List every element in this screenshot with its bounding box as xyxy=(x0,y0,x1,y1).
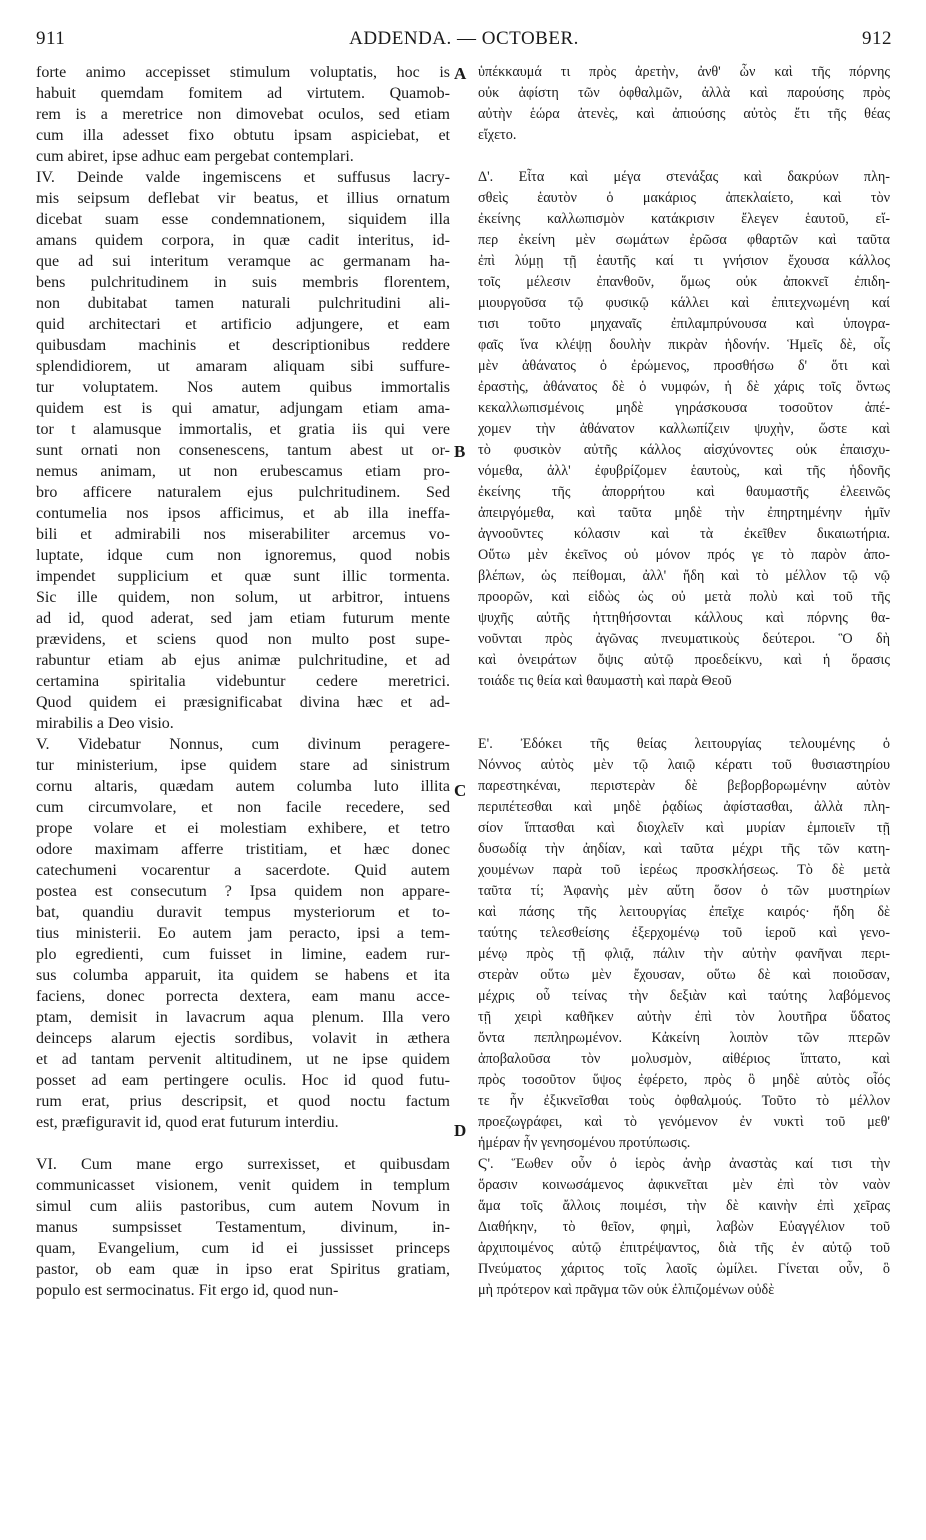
text-line: τῇ χειρὶ καθῆκεν αὐτὴν ἐπὶ τὸν λουτῆρα ὕδατος xyxy=(478,1009,890,1025)
text-line: et ad tantam pervenit altitudinem, ut ne ipse quidem xyxy=(36,1051,450,1068)
text-line: tius ministerii. Eo autem jam peracto, ipsi a tem- xyxy=(36,925,450,942)
text-line: impendet supplicium et quæ sunt illic tormenta. xyxy=(36,568,450,585)
text-line: ὄντα πεπληρωμένον. Κἀκείνη λοιπὸν τῶν πτερῶν xyxy=(478,1030,890,1046)
text-line: tur ministerium, ipse quidem stare ad sinistrum xyxy=(36,757,450,774)
text-line: bat, quandiu duravit tempus mysteriorum et to- xyxy=(36,904,450,921)
text-line: splendidiorem, ut amaram aliquam sibi suffure- xyxy=(36,358,450,375)
latin-paragraph-5-v xyxy=(36,734,450,1133)
text-line: μὴ πρότερον καὶ πρᾶγμα τῶν οὐκ ἐλπιζομένων οὐδὲ xyxy=(478,1282,775,1298)
text-line: communicasset visionem, venit quidem in templum xyxy=(36,1177,450,1194)
text-line: Ε'. Ἐδόκει τῆς θείας λειτουργίας τελουμένης ὁ xyxy=(478,736,890,752)
section-gap xyxy=(478,146,890,167)
text-line: μιουργοῦσα τῷ φυσικῷ κάλλει καὶ ἐπιτεχνωμένη καί xyxy=(478,295,890,311)
text-line: sus columba apparuit, ita quidem se habens et ita xyxy=(36,967,450,984)
text-line: catechumeni vocarentur a sacerdote. Quid autem xyxy=(36,862,450,879)
text-line: prævidens, et sciens quod non multo post supe- xyxy=(36,631,450,648)
text-line: τισι τοῦτο μηχαναῖς ἐπιλαμπρύνουσα καὶ ὑπογρα- xyxy=(478,316,890,332)
text-line: μέχρις οὗ τείνας τὴν δεξιὰν καὶ ταύτης λαβόμενος xyxy=(478,988,890,1004)
text-line: amans quidem corpora, in quæ cadit interitus, id- xyxy=(36,232,450,249)
text-line: non dubitabat tamen naturali pulchritudini ali- xyxy=(36,295,450,312)
text-line: populo est sermocinatus. Fit ergo id, quod nun- xyxy=(36,1282,339,1299)
text-line: sunt ornati non consenescens, tantum abest ut or- xyxy=(36,442,450,459)
text-line: τε ἦν ἐξικνεῖσθαι τοὺς ὀφθαλμούς. Τοῦτο τὸ μέλλον xyxy=(478,1093,890,1109)
text-line: tor t alamusque immortalis, et gratia iis qui vere xyxy=(36,421,450,438)
text-line: Πνεύματος χάριτος τοῖς λαοῖς ὡμίλει. Γίνεται οὖν, ὃ xyxy=(478,1261,890,1277)
text-line: εἴχετο. xyxy=(478,127,517,143)
text-line: dicebat suam esse condemnationem, siquidem illa xyxy=(36,211,450,228)
margin-letter-a: A xyxy=(454,64,467,83)
text-line: quid architectari et artificio adjungere, et eam xyxy=(36,316,450,333)
text-line: Οὕτω μὲν ἐκεῖνος οὐ μόνον πρός γε τὸ παρὸν ἀπο- xyxy=(478,547,890,563)
text-line: odore maximam afferre tristitiam, et hæc donec xyxy=(36,841,450,858)
text-line: πρὸς τοσοῦτον ὕψος ἐφέρετο, πρὸς ὃ μηδὲ αὐτὸς οἷός xyxy=(478,1072,890,1088)
text-line: bens pulchritudinem in suis membris florentem, xyxy=(36,274,450,291)
text-line: ταῦτα τί; Ἀφανὴς μὲν αὕτη ὅσον ὁ τῶν μυστηρίων xyxy=(478,883,890,899)
text-line: V. Videbatur Nonnus, cum divinum peragere- xyxy=(36,736,450,753)
section-gap xyxy=(478,692,890,734)
text-line: simul cum aliis pastoribus, cum autem Novum in xyxy=(36,1198,450,1215)
text-line: καὶ πάσης τῆς λειτουργίας ἐπεῖχε καιρός· ἤδη δὲ xyxy=(478,904,890,920)
margin-letter-b: B xyxy=(454,442,466,461)
text-line: ἐκείνης τῆς ἀπορρήτου καὶ θαυμαστῆς ἐλεεινῶς xyxy=(478,484,890,500)
text-line: mis seipsum deflebat vir beatus, et illius ornatum xyxy=(36,190,450,207)
greek-paragraph-epsilon xyxy=(478,734,890,1154)
text-line: ψυχῆς αὐτῆς ἡττηθήσονται κάλλους καὶ πόρνης θα- xyxy=(478,610,890,626)
text-line: δυσωδίᾳ τὴν ἀηδίαν, καὶ ταῦτα μέχρι τῆς τῶν κατη- xyxy=(478,841,890,857)
text-line: Δ'. Εἶτα καὶ μέγα στενάξας καὶ δακρύων πλη- xyxy=(478,169,890,185)
text-line: ptam, demisit in lavacrum aqua plenum. Illa vero xyxy=(36,1009,450,1026)
text-line: νόμεθα, ἀλλ' ἐφυβρίζομεν ἑαυτοὺς, καὶ τῆς ἡδονῆς xyxy=(478,463,890,479)
text-line: tur voluptatem. Nos autem quibus immortalis xyxy=(36,379,450,396)
page-number-right: 912 xyxy=(862,28,892,49)
text-line: bro afficere naturalem ejus pulchritudinem. Sed xyxy=(36,484,450,501)
text-line: ἡμέραν ἦν γενησομένου προτύπωσις. xyxy=(478,1135,691,1151)
text-line: οὐκ ἀφίστη τῶν ὀφθαλμῶν, ἀλλὰ καὶ παρούσης πρὸς xyxy=(478,85,890,101)
text-line: κεκαλλωπισμένοις μηδὲ γηράσκουσα τοσοῦτον ἀπέ- xyxy=(478,400,890,416)
text-line: Quod quidem ei præsignificabat divina hæc et ad- xyxy=(36,694,450,711)
text-line: prope volare et ei molestiam exhibere, et tetro xyxy=(36,820,450,837)
text-line: pastor, ob eam quæ in ipso erat Spiritus gratiam, xyxy=(36,1261,450,1278)
text-line: contumelia nos ipsos afficimus, et ab illa ineffa- xyxy=(36,505,450,522)
latin-column xyxy=(36,62,450,1301)
text-line: faciens, donec porrecta dextera, eam manu acce- xyxy=(36,988,450,1005)
text-line: προορῶν, καὶ εἰδὼς ὡς οὐ μετὰ πολὺ καὶ τοῦ τῆς xyxy=(478,589,890,605)
text-line: βλέπων, ὡς πείθομαι, ἀλλ' ἤδη καὶ τὸ μέλλον τῷ νῷ xyxy=(478,568,890,584)
text-line: ad id, quod aderat, sed jam etiam futurum mente xyxy=(36,610,450,627)
text-line: ἀποβαλοῦσα τὸν μολυσμὸν, αἰθέριος ἵπτατο, καὶ xyxy=(478,1051,890,1067)
text-line: manus sumpsisset Testamentum, divinum, in- xyxy=(36,1219,450,1236)
greek-paragraph-stigma xyxy=(478,1154,890,1301)
text-line: rum erat, prius descripsit, et quod noctu factum xyxy=(36,1093,450,1110)
text-line: cum abiret, ipse adhuc eam pergebat contemplari. xyxy=(36,148,354,165)
text-line: ἐραστὴς, ἀθάνατος δὲ ὁ νυμφών, ἡ δὲ χάρις τοῖς ὄντως xyxy=(478,379,890,395)
greek-paragraph-delta xyxy=(478,167,890,692)
margin-letter-d: D xyxy=(454,1121,467,1140)
text-line: ἀγνοοῦντες κόλασιν καὶ τὰ ἐκεῖθεν δικαιωτήρια. xyxy=(478,526,890,542)
text-line: μὲν ἀθάνατος ὁ ἐρώμενος, προσθήσω δ' ὅτι καὶ xyxy=(478,358,890,374)
text-line: Διαθήκην, τὸ θεῖον, φημὶ, λαβὼν Εὐαγγέλιον τοῦ xyxy=(478,1219,890,1235)
latin-paragraph-4-iv xyxy=(36,167,450,734)
text-line: Sic ille quidem, non solum, ut arbitror, intuens xyxy=(36,589,450,606)
text-line: περ ἐκείνη μὲν σωμάτων ἐρῶσα φθαρτῶν καὶ ταῦτα xyxy=(478,232,890,248)
text-line: certamina spiritalia videbuntur cedere meretrici. xyxy=(36,673,450,690)
text-line: rem is a meretrice non dimovebat oculos, sed etiam xyxy=(36,106,450,123)
margin-letter-c: C xyxy=(454,781,467,800)
text-line: Νόννος αὐτὸς μὲν τῷ λαιῷ κέρατι τοῦ θυσιαστηρίου xyxy=(478,757,890,773)
text-line: forte animo accepisset stimulum voluptatis, hoc is xyxy=(36,64,450,81)
text-line: ἐκείνης καλλωπισμὸν κατάκρισιν ἔλεγεν ἑαυτοῦ, εἴ- xyxy=(478,211,890,227)
text-line: καὶ ὀνειράτων ὄψις αὐτῷ προεδείκνυ, καὶ ἡ ὅρασις xyxy=(478,652,890,668)
text-line: προεζωγράφει, καὶ τὸ γενόμενον ἐν νυκτὶ τοῦ μεθ' xyxy=(478,1114,890,1130)
text-line: Ϛ'. Ἕωθεν οὖν ὁ ἱερὸς ἀνὴρ ἀναστὰς καί τισι τὴν xyxy=(478,1156,890,1172)
text-line: postea est consecutum ? Ipsa quidem non appare- xyxy=(36,883,450,900)
text-line: σίον ἵπτασθαι καὶ διοχλεῖν καὶ μυρίαν ἐμποιεῖν τῇ xyxy=(478,820,890,836)
text-line: cum illa adesset fixo obtutu ipsam aspiciebat, et xyxy=(36,127,450,144)
text-line: τὸ φυσικὸν αὐτῆς κάλλος αἰσχύνοντες οὐκ ἐπαισχυ- xyxy=(478,442,890,458)
text-line: plo egredienti, cum fuisset in limine, eadem rur- xyxy=(36,946,450,963)
text-line: μένῳ πρὸς τῇ φλιᾷ, πάλιν τὴν αὐτὴν φανῆναι περι- xyxy=(478,946,890,962)
text-line: mirabilis a Deo visio. xyxy=(36,715,174,732)
text-line: σθεὶς ἑαυτὸν ὁ μακάριος ἀπεκλαίετο, καὶ τὸν xyxy=(478,190,890,206)
text-line: posset ad eam pertingere oculis. Hoc id quod futu- xyxy=(36,1072,450,1089)
text-line: ὅρασιν κοινωσάμενος ἀφικνεῖται μὲν ἐπὶ τὸν ναὸν xyxy=(478,1177,890,1193)
text-line: τοῖς μέλεσιν ἐπανθοῦν, ὅμως οὐκ ἀποκνεῖ ἐπιδη- xyxy=(478,274,890,290)
text-line: φαῖς ἵνα κλέψῃ δουλὴν πικρὰν ἡδονήν. Ἡμεῖς δὲ, οἷς xyxy=(478,337,890,353)
text-line: στερὰν οὕτω μὲν ἔχουσαν, οὕτω δὲ καὶ ποιοῦσαν, xyxy=(478,967,890,983)
text-line: quam, Evangelium, cum id ei jussisset princeps xyxy=(36,1240,450,1257)
latin-paragraph-1 xyxy=(36,62,450,167)
text-line: ἀπειργόμεθα, καὶ ταῦτα μηδὲ τὴν ἐπηρτημένην ἡμῖν xyxy=(478,505,890,521)
greek-paragraph-1 xyxy=(478,62,890,146)
text-line: χουμένων παρὰ τοῦ ἱερέως προσκλήσεως. Τὸ δὲ μετὰ xyxy=(478,862,890,878)
text-line: bili et admirabili nos miserabiliter arcemus vo- xyxy=(36,526,450,543)
greek-column xyxy=(478,62,890,1301)
text-line: ἀρχιποιμένος αὐτῷ ἐπιτρέψαντος, διὰ τῆς ἐν αὐτῷ τοῦ xyxy=(478,1240,890,1256)
text-line: νοῦνται πρὸς ἀγῶνας πνευματικοὺς δεύτεροι. Ὃ δὴ xyxy=(478,631,890,647)
text-line: ἅμα τοῖς ἄλλοις ποιμέσι, τὴν δὲ καινὴν ἐπὶ χεῖρας xyxy=(478,1198,890,1214)
text-line: περιπέτεσθαι καὶ μηδὲ ῥᾳδίως ἀφίστασθαι, ἀλλὰ πλη- xyxy=(478,799,890,815)
text-line: quibusdam machinis et descriptionibus reddere xyxy=(36,337,450,354)
text-line: τοιάδε τις θεία καὶ θαυμαστὴ καὶ παρὰ Θεοῦ xyxy=(478,673,732,689)
text-line: ἐπὶ λύμῃ τῇ ἑαυτῆς καί τι γνήσιον ἔχουσα κάλλος xyxy=(478,253,890,269)
text-line: deinceps alarum ejectis sordibus, volavit in æthera xyxy=(36,1030,450,1047)
text-line: cum circumvolare, et non facile recedere, sed xyxy=(36,799,450,816)
text-line: quidem est is qui amatur, adjungam etiam ama- xyxy=(36,400,450,417)
text-line: χομεν τὴν ἀθάνατον καλλωπίζειν ψυχὴν, ὥστε καὶ xyxy=(478,421,890,437)
text-line: que ad sui interitum veramque ac germanam ha- xyxy=(36,253,450,270)
text-line: nemus animam, ut non erubescamus etiam pro- xyxy=(36,463,450,480)
text-line: luptate, idque cum non ignoremus, quod nobis xyxy=(36,547,450,564)
text-line: rabuntur etiam ab ejus animæ pulchritudine, et ad xyxy=(36,652,450,669)
text-line: VI. Cum mane ergo surrexisset, et quibusdam xyxy=(36,1156,450,1173)
text-line: αὐτὴν ἑώρα ἀτενὲς, καὶ ἀπιούσης αὐτὸς ἔτι τῆς θέας xyxy=(478,106,890,122)
section-gap xyxy=(36,1133,450,1154)
text-line: παρεστηκέναι, περιστερὰν δὲ βεβορβορωμένην αὐτὸν xyxy=(478,778,890,794)
text-line: ταύτης τελεσθείσης ἐξερχομένῳ τοῦ ἱεροῦ καὶ γενο- xyxy=(478,925,890,941)
text-line: ὑπέκκαυμά τι πρὸς ἀρετὴν, ἀνθ' ὧν καὶ τῆς πόρνης xyxy=(478,64,890,80)
page-number-left: 911 xyxy=(36,28,66,49)
running-title: ADDENDA. — OCTOBER. xyxy=(349,28,579,49)
running-header xyxy=(36,28,892,62)
text-line: habuit quemdam fomitem ad virtutem. Quamob- xyxy=(36,85,450,102)
text-line: cornu altaris, quædam autem columba luto illita xyxy=(36,778,450,795)
latin-paragraph-6-vi xyxy=(36,1154,450,1301)
text-line: est, præfiguravit id, quod erat futurum interdiu. xyxy=(36,1114,339,1131)
text-line: IV. Deinde valde ingemiscens et suffusus lacry- xyxy=(36,169,450,186)
